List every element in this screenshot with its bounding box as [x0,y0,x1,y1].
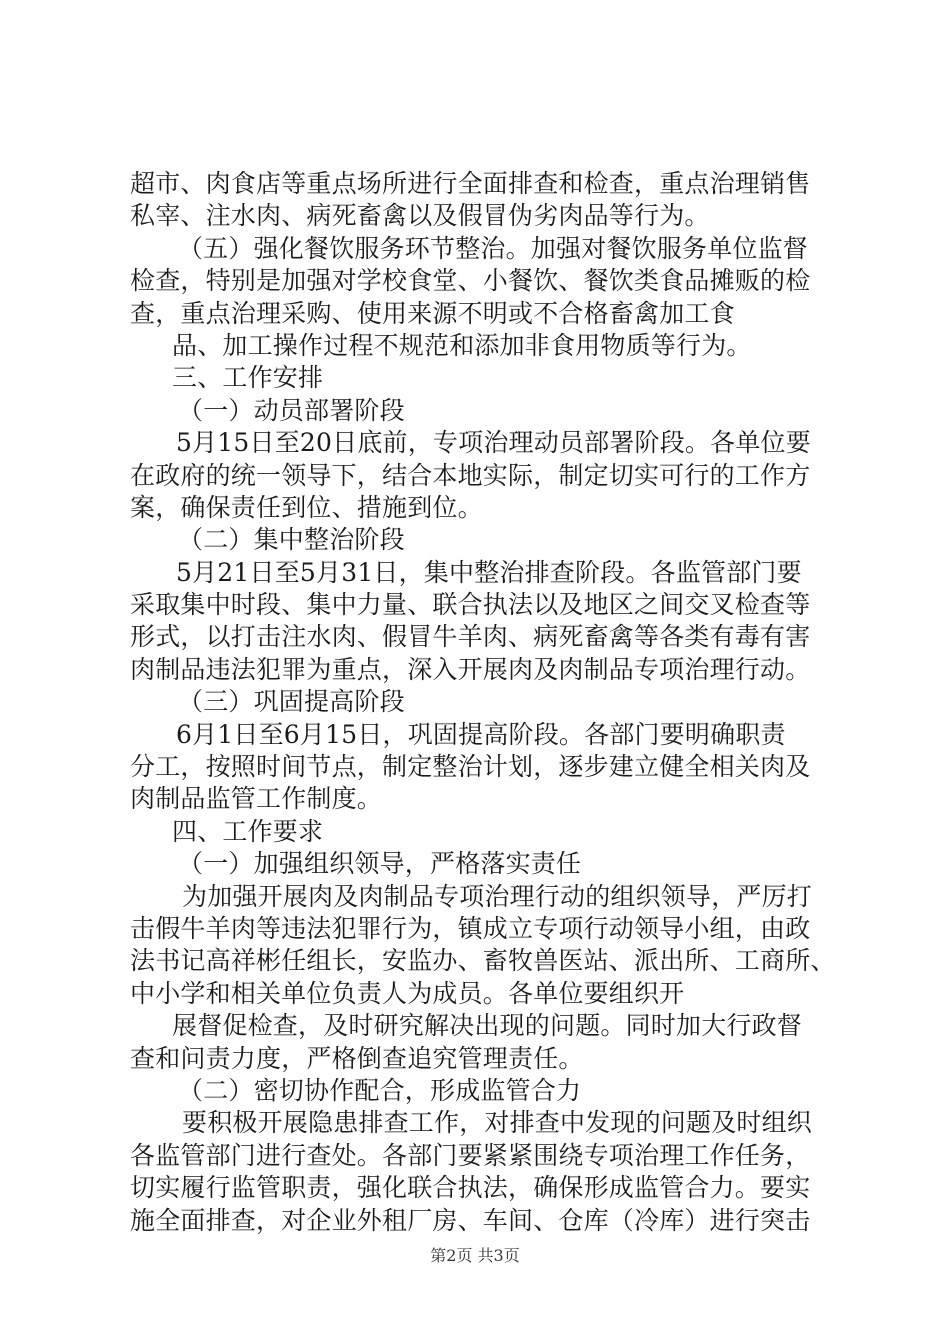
document-body [130,168,836,1237]
text-line: 6月1日至6月15日，巩固提高阶段。各部门要明确职责 [176,719,786,749]
text-line: 品、加工操作过程不规范和添加非食用物质等行为。 [172,330,752,360]
text-line: 分工，按照时间节点，制定整治计划，逐步建立健全相关肉及 [130,752,811,782]
text-line: 切实履行监管职责，强化联合执法，确保形成监管合力。要实 [130,1173,811,1203]
text-line: 在政府的统一领导下，结合本地实际，制定切实可行的工作方 [130,460,811,490]
text-line: 5月15日至20日底前，专项治理动员部署阶段。各单位要 [176,428,811,458]
text-line: 展督促检查，及时研究解决出现的问题。同时加大行政督 [172,1011,803,1041]
subsection-heading: （一）动员部署阶段 [178,395,405,425]
subsection-heading: （二）密切协作配合，形成监管合力 [178,1075,582,1105]
text-line: 超市、肉食店等重点场所进行全面排查和检查，重点治理销售 [130,169,811,198]
text-line: 击假牛羊肉等违法犯罪行为，镇成立专项行动领导小组，由政 [130,913,811,943]
text-line: 肉制品监管工作制度。 [130,784,383,814]
text-line: 形式，以打击注水肉、假冒牛羊肉、病死畜禽等各类有毒有害 [130,622,811,652]
text-line: 案，确保责任到位、措施到位。 [130,492,483,522]
text-line: 各监管部门进行查处。各部门要紧紧围绕专项治理工作任务， [130,1140,811,1170]
text-line: 检查，特别是加强对学校食堂、小餐饮、餐饮类食品摊贩的检 [130,266,811,296]
text-line: 肉制品违法犯罪为重点，深入开展肉及肉制品专项治理行动。 [130,654,811,684]
section-heading: 四、工作要求 [172,816,324,846]
text-line: 私宰、注水肉、病死畜禽以及假冒伪劣肉品等行为。 [130,201,710,231]
text-line: （五）强化餐饮服务环节整治。加强对餐饮服务单位监督 [178,233,809,263]
text-line: 查和问责力度，严格倒查追究管理责任。 [130,1043,584,1073]
text-line: 采取集中时段、集中力量、联合执法以及地区之间交叉检查等 [130,590,811,620]
section-heading: 三、工作安排 [172,363,324,393]
subsection-heading: （一）加强组织领导，严格落实责任 [178,849,582,879]
text-line: 法书记高祥彬任组长，安监办、畜牧兽医站、派出所、工商所、 [130,946,836,976]
subsection-heading: （三）巩固提高阶段 [178,687,405,717]
subsection-heading: （二）集中整治阶段 [178,525,405,555]
text-line: 中小学和相关单位负责人为成员。各单位要组织开 [130,978,685,1008]
text-line: 为加强开展肉及肉制品专项治理行动的组织领导，严厉打 [182,881,813,911]
text-line: 5月21日至5月31日，集中整治排查阶段。各监管部门要 [176,557,802,587]
text-line: 施全面排查，对企业外租厂房、车间、仓库（冷库）进行突击 [130,1205,811,1235]
page-number-footer: 第2页 共3页 [430,1246,520,1265]
text-line: 要积极开展隐患排查工作，对排查中发现的问题及时组织 [182,1108,813,1138]
text-line: 查，重点治理采购、使用来源不明或不合格畜禽加工食 [130,298,735,328]
